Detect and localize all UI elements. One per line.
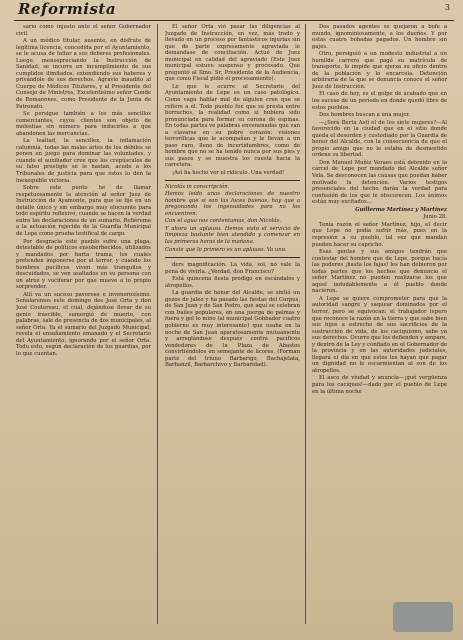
- paragraph: Por desgracia este pueblo sufre una plaga, detestable de políticos ensoberbecidos, utilizados y mandados por harta trama, los cuales pretenden imponerse por el terror, y cuando los hombres pacíficos viven más tranquilos y descuidados, se ven asaltados en su persona con un atroz y vociferar por que mueve a lo propio sorprender.: [16, 238, 151, 291]
- paragraph: A un médico titular, ausente, en disfrute de legítima licencia, concedida por el Ayuntamiento, se le acusa de faltar a sus deberes profesionales. Luego, menospreciando la Instrucción de Sanidad, se incurre en incumplimiento de sus cumplidos ilimitados, extendiendo sus haberes y privándole de sus derechos. Agravio inaudito al Cuerpo de Médicos Titulares, y al Presidente del Consejo de Ministros, Excelentísimo señor Conde de Romanones, como Presidente de la Junta de Patronato.: [16, 38, 151, 110]
- paragraph: La guardia de honor del Alcalde, se sintió un gozos de jaleo y ha pasado las fiestas del Corpus, de San Juan y de San Pedro, que aquí se celebran con bailes populares, en una juerga de palmas y fuera y gol lo mino (al municipal Gobbador cuatro gobierno es muy interesante) que usaba en la noche de San Juan aparatosamente mutuamente y arreglándose después contra pacíficos vendedores de la Plaza de Abastos convirtiéndolos en semejante de lícores. (Forman parte del triuno Barbarigo, Bachajelata, Barbanzil, Barbarchivo y Barbaridad).: [165, 290, 300, 369]
- paragraph: A Lepe se quiere comprometer para que la autoridad sangre y saquear dominados por el terror, pero se equivocan; el trabajador lepero que reconoce la razón en la tierra y que sabe bien sus hijos a estrecho de sus sacrificios de la sustracción de vida, de los caciquismo, sabe ya sus derechos. Ocurre que los defienden y ampare, y dentro de la Ley y confiado en el Gobernador de la provincia y en las autoridades judiciales, llegará el día en que estos los hayan que pagar un dignidad no le escarmientan al son de los atropellos.: [312, 295, 447, 374]
- column-divider: [305, 24, 306, 624]
- paragraph: Allí va un suceso pavoroso e invenerosísimo. Señalaremos este domingo dos José Orta y don José Coutereau, el cual, dejándose llevar de su genio irascible, sumergió de muerte, con palabras, sale de presencia de dos municipales, al señor Orta. Ya el sumario del Juzgado Municipal, revela el ensañamiento emanado y el Secretario del Ayuntamiento, ignorando por el señor Orta. Todo esto, según declaración de los guardias, por lo que cuentan.: [16, 291, 151, 357]
- paragraph: Está quincena fiesta prodigo en escándalos y atropellos.: [165, 276, 300, 289]
- paragraph: Tenía razón el señor Martínez, hijo, el decir que Lepe no podía sufrir más, pues en la represión a su pueblo, tal vez que mandan pueden hacer su capricho.: [312, 221, 447, 248]
- dateline: Junio 28.: [423, 214, 447, 221]
- note-heading: Nicolás in conscripción.: [165, 183, 230, 190]
- paragraph: Dos pasados agentes se quejaron a bofe a mundo, ignominiosamente, a los dueños. Y por estas cuatro bobadas pagados. Un hombre sin gajes.: [312, 24, 447, 50]
- paragraph: Esas gentes y sus amigos tendrán que contestar del hombre que de Lepe, porque hacía las poderes ¡hasta los fajas! les han debieron por todas partes que los hechos que denuncio el señor Martínez no pueden realizarse los que aquel indudablemente a él pueblo donde nacieron.: [312, 249, 447, 295]
- paragraph: El caso de hoy, es el golpe de acabado que en los suceso de un período en donde quedó libre de estos pueblos.: [312, 91, 447, 111]
- column-3: [312, 24, 447, 626]
- signature: Guillermo Martínez y Martínez: [355, 206, 447, 213]
- boxed-notes: [165, 180, 300, 258]
- paragraph: Otro, persiguió a un modesto industrial a un humilde carrero que pagó su matrícula de transporte, le impide que ejerza su oficio dentro de la población y lo encarcela. Detención arbitraria de la que se denuncia conoce el señor Juez de Instrucción.: [312, 51, 447, 90]
- paragraph: Don Manuel Muñiz Veraes está detenido en la cárcel de Lepe por mandado del Alcalde señor Vela. Se desconocen las causas que puedan haber motivado la detención. Varios testigos presenciales del hecho darán la verdad para confusión de los que le obscurecen. Los ánimos están muy excitados...: [312, 159, 447, 206]
- paragraph: La lealtad, la sencillez, la inflamación calumnia, todas las malas artes de los débiles se ponen en juego para dominar las voluntades, y cuando el auxiliador cree que los crepúsculos de su falso prestigio se le hastan, acude a los Tribunales de justicia para que estos lo den la inexequible victoria.: [16, 138, 151, 184]
- newspaper-title: Reformista: [18, 0, 117, 18]
- paragraph: Lo que le ocurre al Secretario del Ayuntamiento de Lepe es un caso patológico. Como vaga hablar mal de alguien cree que se refiere a él. Todo pueblo fue que se presta entre borrachos, la realidad como si hubiera sido pronunciada para formar su corona de espinas. En todas partes ve palabras envenenadas que van a clavarse en su pobre corazón: visiones terroríficas que le acompañan y le llevan a un paso raro, lleno de incertidumbres, como de hombre que no se ha tenido nunca por sus pies y sus pasos y se muestra los cuesta hacia la carretera.: [165, 83, 300, 169]
- column-2: [165, 24, 300, 626]
- paragraph: Sobre este punto he de llamar respetuosamente la atención al señor Juez de Instrucción de Ayamonte, para que se fije en un detalle único y sin embargo muy elocuente para todo espíritu reflexivo, cuando se hacen la verdad entre las declaraciones de un sumario. Refiéreme a la actuación rejecida de la Guardia Municipal de Lepe como prueba testifical de cargo.: [16, 185, 151, 237]
- paragraph: El señor Orta vió pasar las diligencias al Juzgado de Instrucción, en vez, más trado y llevado en un proceso por fantásticos injurias sin que de parte expresamente agraviada le demandase de conciliación. Actuó de Juez municipal en calidad del agraviado (Este Juez municipal estuvo suspenso y procesado. Que preguntó al Ilmo. Sr. Presidente de la Audiencia, que como Fiscal pidió el procesamiento).: [165, 24, 300, 83]
- ink-stamp: [393, 602, 453, 632]
- paragraph: ders magnificación. La vida, sol, no vale la pena de vivirla. ¿Verdad, don Francisco?: [165, 262, 300, 275]
- masthead: [14, 2, 454, 21]
- note: Conste que lo primero es un aplauso. Va uno.: [165, 246, 287, 253]
- column-1: [16, 24, 151, 626]
- column-divider: [157, 24, 158, 624]
- paragraph: Dos hombres buscan a una mujer.: [319, 112, 411, 119]
- paragraph: sario como injusto ante el señor Gobernador civil.: [16, 24, 151, 37]
- note: Con el agua nos contentamos, don Nicolás.: [165, 218, 281, 225]
- note: Hemos leído unas declaraciones de nuestro hombre que si son las luces buenas, hay que a pregonando los ingenuidades para no los encuentren.: [165, 191, 300, 217]
- paragraph: Se persigue también a los más sencillos comerciantes, cuyos clientes son objeto de molestias sin número para inducirles a que abandonen las mercancías.: [16, 111, 151, 137]
- paragraph: El asco de viudad y anuncia—¡qué vergüenza para los caciques!—dado por el pueblo de Lepe en la última noche: [312, 375, 447, 395]
- paragraph: —¿Será Berta Astí el de los siete mujeres?—Al favorecido en la ciudad que en el sitio donde queda el desorden y custodiado por la Guardia de honor del Alcalde, con la consecuencia de que el propio amigo que no le estaba de desmentido ordene su libertad.: [312, 119, 447, 159]
- note: Y ahora un aplauso. Hemos visto el servicio de limpieza bastante bien atendido y comenzar en las primeras horas de la mañana.: [165, 225, 300, 245]
- page-number: 3: [444, 3, 450, 12]
- paragraph: ¡Asi ha hecho ver el ridículo. Una verdad!: [172, 170, 285, 177]
